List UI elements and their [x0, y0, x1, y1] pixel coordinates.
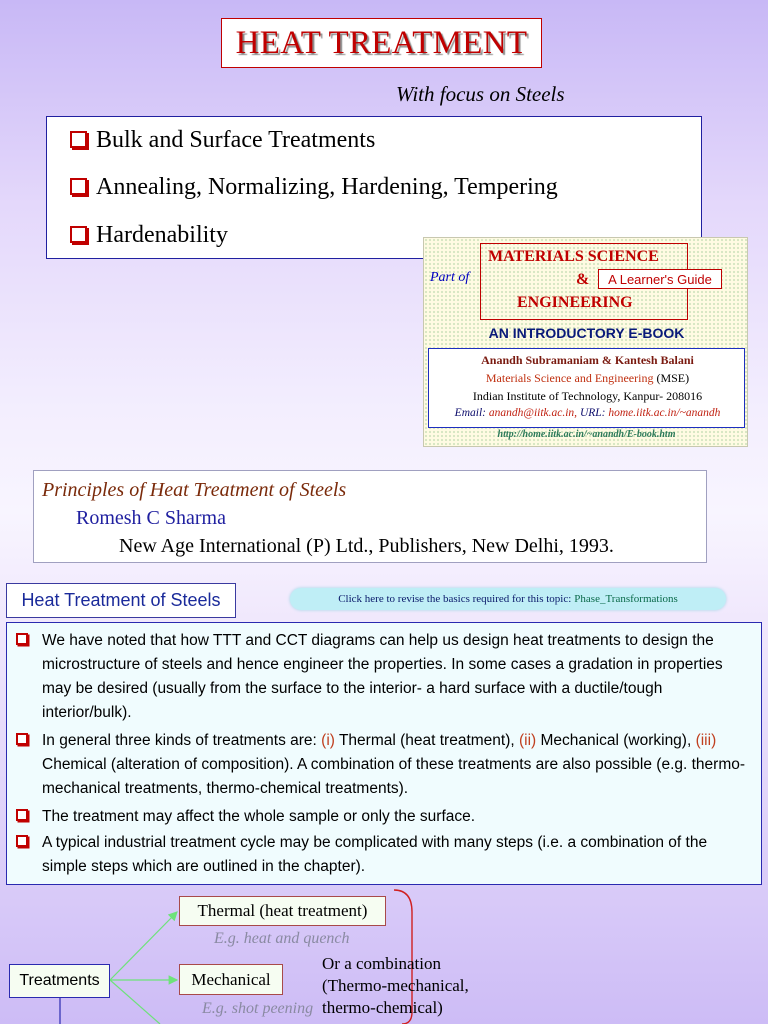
combination-line: thermo-chemical) [322, 998, 443, 1017]
checkbox-bullet-icon [16, 835, 28, 847]
url-label: URL: [579, 407, 606, 419]
treatments-node: Treatments [9, 964, 110, 998]
topic-item [70, 222, 228, 249]
slide-title-box [221, 18, 542, 68]
content-box [6, 622, 762, 885]
reference-publisher: New Age International (P) Ltd., Publishers, New Delhi, 1993. [119, 535, 614, 557]
checkbox-bullet-icon [16, 733, 28, 745]
phase-transformations-link[interactable]: Phase_Transformations [574, 593, 678, 605]
topic-label: Hardenability [96, 222, 228, 248]
reference-book-box [33, 470, 707, 563]
paragraph-text: Mechanical (working), [536, 732, 696, 749]
thermal-example: E.g. heat and quench [214, 930, 350, 947]
paragraph-text: The treatment may affect the whole sample or only the surface. [42, 808, 476, 825]
part-of-label: Part of [430, 270, 470, 285]
ebook-title-line1: MATERIALS SCIENCE [488, 248, 659, 265]
revise-basics-button[interactable] [290, 588, 726, 610]
arrow-to-chemical [110, 980, 160, 1024]
author-box [428, 348, 745, 428]
checkbox-bullet-icon [70, 178, 87, 195]
learners-guide-badge: A Learner's Guide [598, 269, 722, 289]
ebook-url-link[interactable]: http://home.iitk.ac.in/~anandh/E-book.htm [497, 429, 676, 440]
department-name: Materials Science and Engineering [485, 371, 654, 385]
revise-text: Click here to revise the basics required for this topic: [338, 593, 572, 605]
bullet-paragraph [42, 805, 752, 829]
roman-numeral: (i) [321, 732, 335, 749]
email-link[interactable]: anandh@iitk.ac.in, [488, 407, 578, 419]
ebook-title-line2: ENGINEERING [517, 294, 633, 311]
combination-line: (Thermo-mechanical, [322, 976, 469, 995]
roman-numeral: (ii) [519, 732, 537, 749]
paragraph-text: Chemical (alteration of composition). A combination of these treatments are also possible (e.g. thermo-mechanical treatments, thermo-chemical treatments). [42, 756, 746, 797]
topic-item [70, 174, 558, 201]
ebook-title-amp: & [576, 271, 590, 288]
topic-item [70, 127, 375, 154]
mechanical-node: Mechanical [179, 964, 283, 995]
paragraph-text: In general three kinds of treatments are: [42, 732, 322, 749]
checkbox-bullet-icon [70, 226, 87, 243]
topic-label: Bulk and Surface Treatments [96, 127, 376, 153]
ebook-panel[interactable] [423, 237, 748, 447]
department [429, 371, 746, 386]
checkbox-bullet-icon [70, 131, 87, 148]
paragraph-text: Thermal (heat treatment), [334, 732, 519, 749]
reference-author: Romesh C Sharma [76, 507, 226, 529]
mechanical-example: E.g. shot peening [202, 1000, 314, 1017]
homepage-link[interactable]: home.iitk.ac.in/~anandh [608, 407, 721, 419]
contact-line [429, 407, 746, 419]
paragraph-text: A typical industrial treatment cycle may be complicated with many steps (i.e. a combination of the simple steps which are outlined in the chapter). [42, 834, 708, 875]
thermal-node: Thermal (heat treatment) [179, 896, 386, 926]
reference-title: Principles of Heat Treatment of Steels [42, 479, 347, 501]
slide-title: HEAT TREATMENT [235, 24, 528, 61]
bullet-paragraph [42, 729, 752, 801]
department-abbr: (MSE) [656, 371, 690, 385]
checkbox-bullet-icon [16, 809, 28, 821]
bullet-paragraph [42, 629, 752, 725]
bullet-paragraph [42, 831, 752, 879]
combination-note [322, 953, 469, 1019]
email-label: Email: [454, 407, 486, 419]
paragraph-text: We have noted that how TTT and CCT diagrams can help us design heat treatments to design the microstructure of steels and hence engineer the properties. In some cases a gradation in properties may be desired (usually from the surface to the interior- a hard surface with a ductile/tough interior/bulk). [42, 632, 723, 721]
checkbox-bullet-icon [16, 633, 28, 645]
combination-line: Or a combination [322, 954, 441, 973]
topic-label: Annealing, Normalizing, Hardening, Tempering [96, 174, 558, 200]
ebook-subtitle: AN INTRODUCTORY E-BOOK [488, 325, 685, 341]
institute: Indian Institute of Technology, Kanpur- 208016 [472, 389, 703, 403]
slide-subtitle: With focus on Steels [396, 82, 565, 106]
authors: Anandh Subramaniam & Kantesh Balani [481, 353, 694, 367]
arrow-to-thermal [110, 912, 177, 980]
section-title: Heat Treatment of Steels [6, 583, 236, 618]
roman-numeral: (iii) [695, 732, 717, 749]
